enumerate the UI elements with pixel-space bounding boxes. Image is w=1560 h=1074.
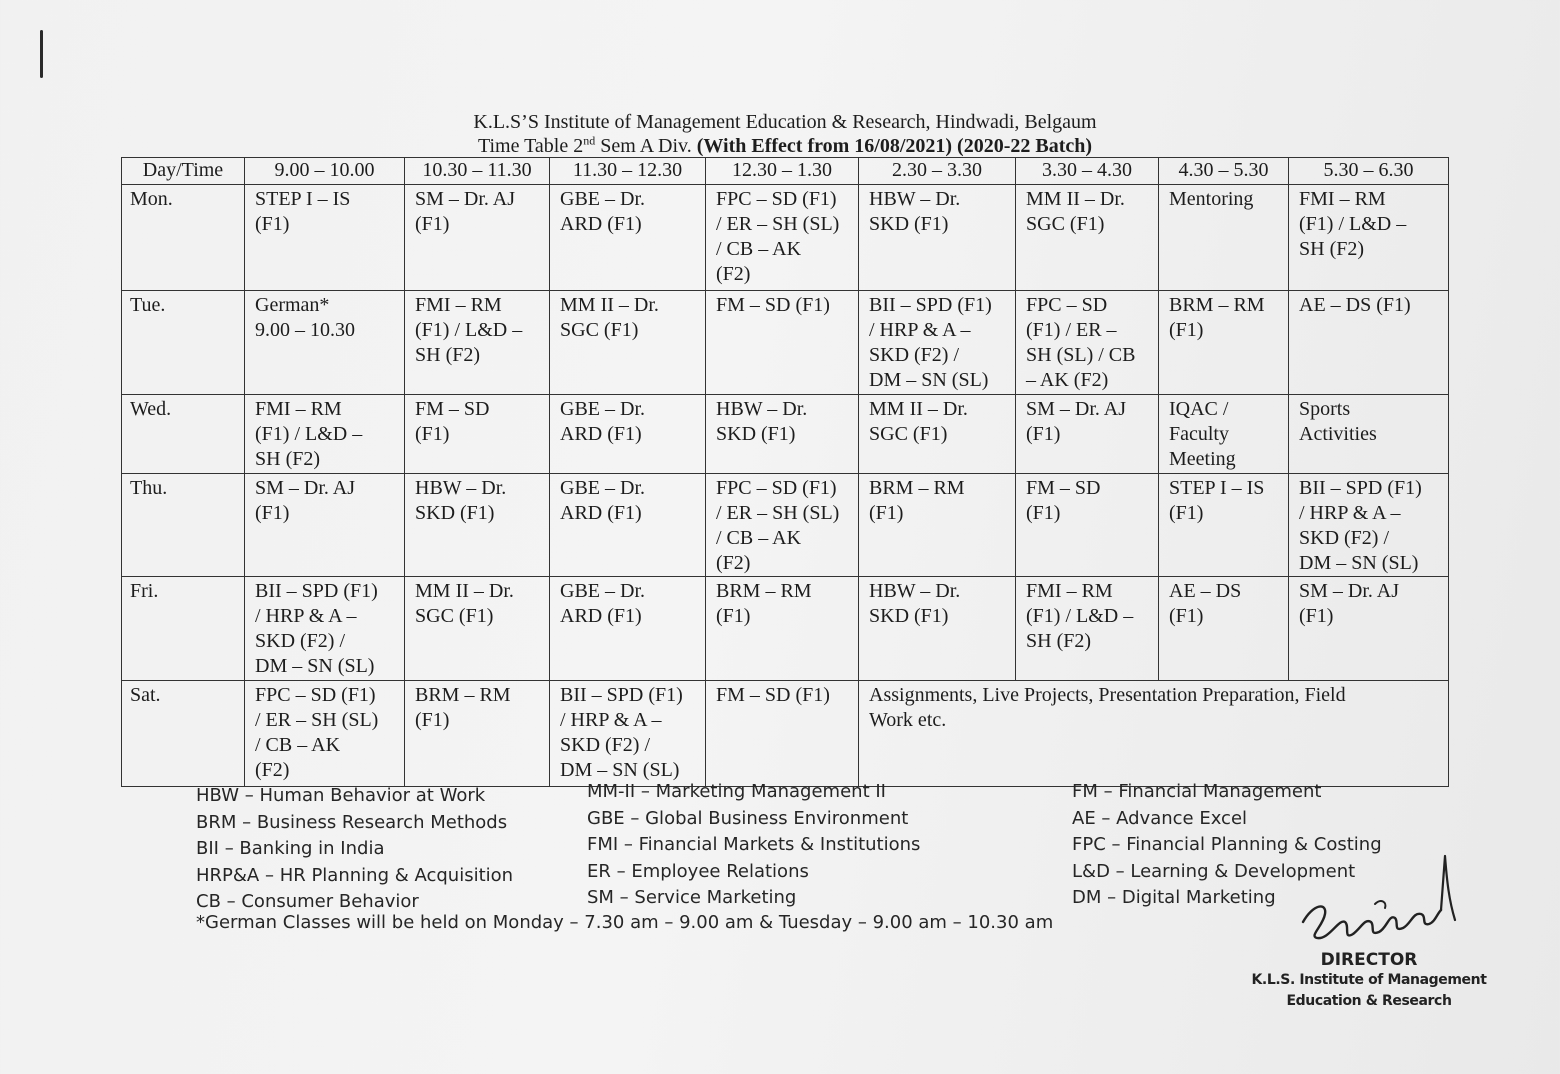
class-cell: FM – SD (F1) bbox=[706, 291, 859, 395]
class-cell: AE – DS (F1) bbox=[1159, 577, 1289, 681]
german-classes-note: *German Classes will be held on Monday – 7.30 am – 9.00 am & Tuesday – 9.00 am – 10.30 am bbox=[196, 912, 1054, 933]
class-cell: IQAC / Faculty Meeting bbox=[1159, 395, 1289, 474]
class-cell: SM – Dr. AJ (F1) bbox=[1289, 577, 1449, 681]
stamp-title: DIRECTOR bbox=[1320, 950, 1418, 970]
class-cell: FPC – SD (F1) / ER – SH (SL) / CB – AK (F2) bbox=[706, 474, 859, 577]
class-cell: HBW – Dr. SKD (F1) bbox=[859, 185, 1016, 291]
legend-item: GBE – Global Business Environment bbox=[587, 807, 909, 829]
day-cell: Mon. bbox=[122, 185, 245, 291]
legend-item: SM – Service Marketing bbox=[587, 887, 797, 908]
table-row-monday bbox=[122, 185, 1449, 291]
table-row-friday bbox=[122, 577, 1449, 681]
table-row-thursday bbox=[122, 474, 1449, 577]
class-cell: BRM – RM (F1) bbox=[706, 577, 859, 681]
table-row-wednesday bbox=[122, 395, 1449, 474]
saturday-afternoon-cell: Assignments, Live Projects, Presentation Preparation, Field Work etc. bbox=[859, 681, 1449, 787]
director-signature-icon bbox=[1295, 852, 1465, 952]
column-header: 3.30 – 4.30 bbox=[1016, 158, 1159, 185]
class-cell: FMI – RM (F1) / L&D – SH (F2) bbox=[245, 395, 405, 474]
class-cell: AE – DS (F1) bbox=[1289, 291, 1449, 395]
class-cell: FPC – SD (F1) / ER – SH (SL) / CB – AK (F2) bbox=[1016, 291, 1159, 395]
day-cell: Tue. bbox=[122, 291, 245, 395]
margin-pen-mark bbox=[40, 30, 43, 78]
legend-item: HRP&A – HR Planning & Acquisition bbox=[196, 864, 514, 886]
stamp-institute-line2: Education & Research bbox=[1286, 993, 1452, 1009]
table-row-saturday bbox=[122, 681, 1449, 787]
column-header: 10.30 – 11.30 bbox=[405, 158, 550, 185]
legend-item: FM – Financial Management bbox=[1072, 781, 1322, 802]
day-cell: Wed. bbox=[122, 395, 245, 474]
header-row bbox=[122, 158, 1449, 185]
legend-item: FPC – Financial Planning & Costing bbox=[1072, 834, 1382, 855]
class-cell: FPC – SD (F1) / ER – SH (SL) / CB – AK (F2) bbox=[245, 681, 405, 787]
class-cell: MM II – Dr. SGC (F1) bbox=[550, 291, 706, 395]
column-header: 11.30 – 12.30 bbox=[550, 158, 706, 185]
class-cell: FM – SD (F1) bbox=[1016, 474, 1159, 577]
column-header: 4.30 – 5.30 bbox=[1159, 158, 1289, 185]
subtitle-effective-date: (With Effect from 16/08/2021) (2020-22 Batch) bbox=[696, 135, 1093, 157]
legend-item: CB – Consumer Behavior bbox=[196, 891, 419, 912]
class-cell: BII – SPD (F1) / HRP & A – SKD (F2) / DM – SN (SL) bbox=[550, 681, 706, 787]
class-cell: HBW – Dr. SKD (F1) bbox=[706, 395, 859, 474]
class-cell: HBW – Dr. SKD (F1) bbox=[405, 474, 550, 577]
subtitle-pre: Time Table 2 bbox=[477, 135, 584, 157]
class-cell: MM II – Dr. SGC (F1) bbox=[1016, 185, 1159, 291]
class-cell: BII – SPD (F1) / HRP & A – SKD (F2) / DM – SN (SL) bbox=[245, 577, 405, 681]
class-cell: FM – SD (F1) bbox=[405, 395, 550, 474]
legend-item: FMI – Financial Markets & Institutions bbox=[587, 834, 921, 855]
institute-title: K.L.S’S Institute of Management Education & Research, Hindwadi, Belgaum bbox=[473, 111, 1097, 133]
class-cell: FMI – RM (F1) / L&D – SH (F2) bbox=[405, 291, 550, 395]
class-cell: GBE – Dr. ARD (F1) bbox=[550, 185, 706, 291]
legend-item: BII – Banking in India bbox=[196, 838, 385, 859]
legend-item: ER – Employee Relations bbox=[587, 860, 809, 882]
class-cell: GBE – Dr. ARD (F1) bbox=[550, 474, 706, 577]
class-cell: HBW – Dr. SKD (F1) bbox=[859, 577, 1016, 681]
timetable-subtitle bbox=[5, 134, 1560, 158]
class-cell: MM II – Dr. SGC (F1) bbox=[859, 395, 1016, 474]
day-cell: Thu. bbox=[122, 474, 245, 577]
class-cell: Mentoring bbox=[1159, 185, 1289, 291]
legend-column-1 bbox=[196, 783, 513, 916]
class-cell: BRM – RM (F1) bbox=[1159, 291, 1289, 395]
table-row-tuesday bbox=[122, 291, 1449, 395]
class-cell: BRM – RM (F1) bbox=[859, 474, 1016, 577]
subtitle-mid: Sem A Div. bbox=[595, 135, 697, 157]
class-cell: SM – Dr. AJ (F1) bbox=[245, 474, 405, 577]
class-cell: STEP I – IS (F1) bbox=[1159, 474, 1289, 577]
column-header: 9.00 – 10.00 bbox=[245, 158, 405, 185]
class-cell: FPC – SD (F1) / ER – SH (SL) / CB – AK (F2) bbox=[706, 185, 859, 291]
class-cell: BRM – RM (F1) bbox=[405, 681, 550, 787]
class-cell: GBE – Dr. ARD (F1) bbox=[550, 577, 706, 681]
class-cell: SM – Dr. AJ (F1) bbox=[405, 185, 550, 291]
class-cell: FMI – RM (F1) / L&D – SH (F2) bbox=[1289, 185, 1449, 291]
subtitle-sup: nd bbox=[583, 133, 596, 148]
column-header: 12.30 – 1.30 bbox=[706, 158, 859, 185]
timetable bbox=[121, 157, 1449, 787]
director-stamp bbox=[1244, 950, 1494, 1011]
legend-item: MM-II – Marketing Management II bbox=[587, 781, 886, 802]
class-cell: Sports Activities bbox=[1289, 395, 1449, 474]
class-cell: German* 9.00 – 10.30 bbox=[245, 291, 405, 395]
class-cell: GBE – Dr. ARD (F1) bbox=[550, 395, 706, 474]
column-header: 5.30 – 6.30 bbox=[1289, 158, 1449, 185]
legend-item: AE – Advance Excel bbox=[1072, 807, 1248, 829]
legend-item: DM – Digital Marketing bbox=[1072, 887, 1276, 908]
day-cell: Sat. bbox=[122, 681, 245, 787]
class-cell: BII – SPD (F1) / HRP & A – SKD (F2) / DM – SN (SL) bbox=[1289, 474, 1449, 577]
column-header: Day/Time bbox=[122, 158, 245, 185]
legend-column-2 bbox=[587, 779, 920, 912]
class-cell: MM II – Dr. SGC (F1) bbox=[405, 577, 550, 681]
class-cell: STEP I – IS (F1) bbox=[245, 185, 405, 291]
legend-item: L&D – Learning & Development bbox=[1072, 860, 1356, 882]
class-cell: SM – Dr. AJ (F1) bbox=[1016, 395, 1159, 474]
legend-item: HBW – Human Behavior at Work bbox=[196, 785, 486, 806]
stamp-institute: K.L.S. Institute of Management bbox=[1251, 972, 1487, 988]
class-cell: FMI – RM (F1) / L&D – SH (F2) bbox=[1016, 577, 1159, 681]
column-header: 2.30 – 3.30 bbox=[859, 158, 1016, 185]
class-cell: FM – SD (F1) bbox=[706, 681, 859, 787]
class-cell: BII – SPD (F1) / HRP & A – SKD (F2) / DM – SN (SL) bbox=[859, 291, 1016, 395]
legend-item: BRM – Business Research Methods bbox=[196, 811, 508, 833]
day-cell: Fri. bbox=[122, 577, 245, 681]
